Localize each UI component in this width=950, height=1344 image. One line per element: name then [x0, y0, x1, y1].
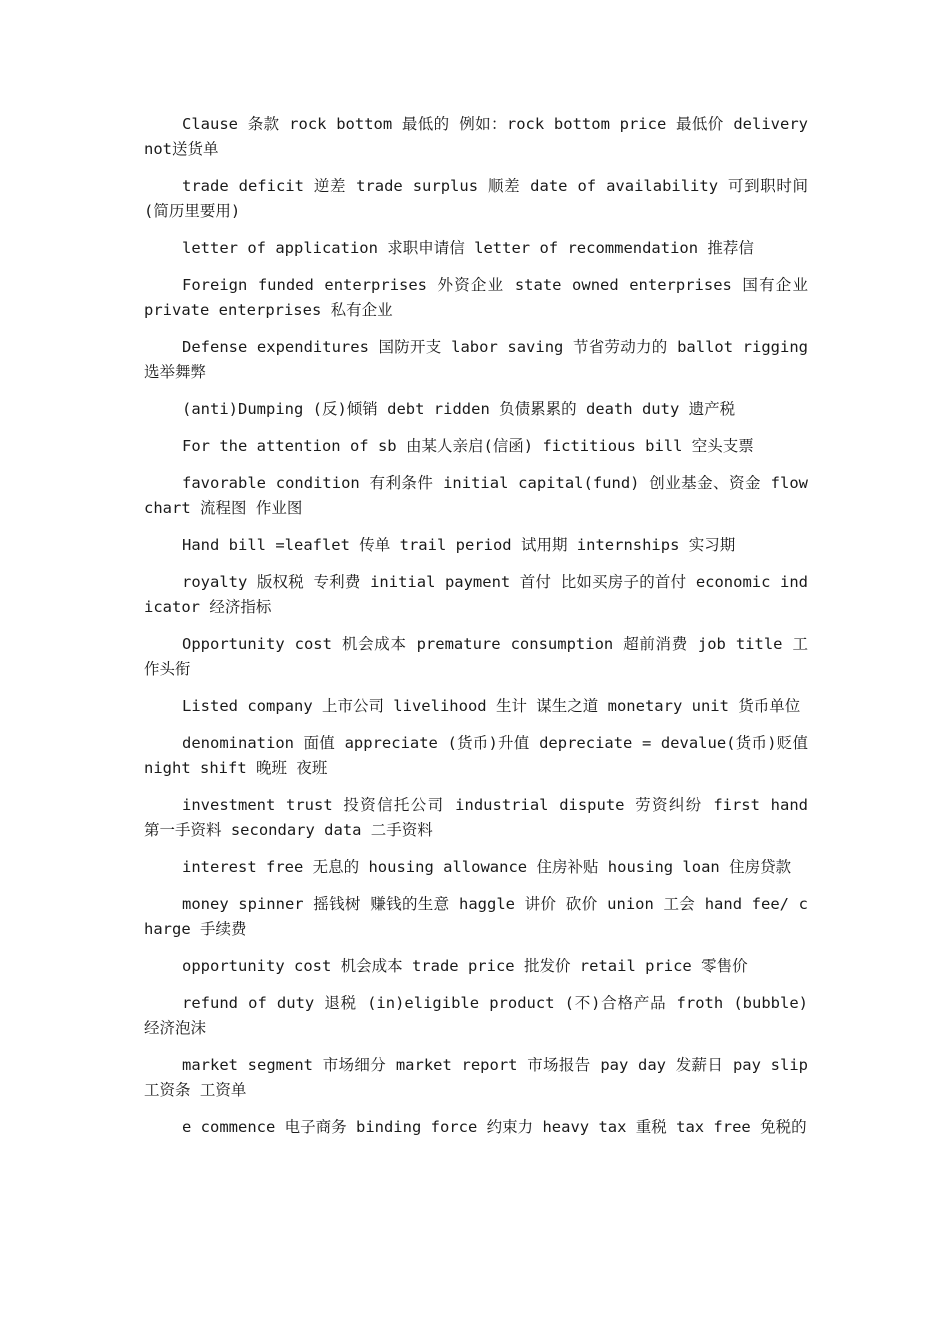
- vocab-paragraph-20: e commence 电子商务 binding force 约束力 heavy tax 重税 tax free 免税的: [182, 1118, 807, 1136]
- vocab-paragraph-4: Foreign funded enterprises 外资企业 state owned enterprises 国有企业 private enterprises 私有企业: [144, 276, 808, 319]
- vocab-paragraph-8: favorable condition 有利条件 initial capital(fund) 创业基金、资金 flow chart 流程图 作业图: [144, 474, 808, 517]
- vocab-paragraph-10: royalty 版权税 专利费 initial payment 首付 比如买房子的首付 economic indicator 经济指标: [144, 573, 808, 616]
- vocab-paragraph-7: For the attention of sb 由某人亲启(信函) fictitious bill 空头支票: [182, 437, 754, 455]
- vocab-paragraph-3: letter of application 求职申请信 letter of recommendation 推荐信: [182, 239, 754, 257]
- vocab-paragraph-14: investment trust 投资信托公司 industrial dispute 劳资纠纷 first hand 第一手资料 secondary data 二手资料: [144, 796, 808, 839]
- vocab-paragraph-11: Opportunity cost 机会成本 premature consumption 超前消费 job title 工作头衔: [144, 635, 808, 678]
- vocab-paragraph-16: money spinner 摇钱树 赚钱的生意 haggle 讲价 砍价 union 工会 hand fee/ charge 手续费: [144, 895, 808, 938]
- vocab-paragraph-18: refund of duty 退税 (in)eligible product (不)合格产品 froth (bubble) 经济泡沫: [144, 994, 808, 1037]
- vocab-paragraph-17: opportunity cost 机会成本 trade price 批发价 retail price 零售价: [182, 957, 748, 975]
- vocab-paragraph-9: Hand bill =leaflet 传单 trail period 试用期 internships 实习期: [182, 536, 736, 554]
- vocab-paragraph-13: denomination 面值 appreciate (货币)升值 depreciate = devalue(货币)贬值 night shift 晚班 夜班: [144, 734, 808, 777]
- vocab-paragraph-5: Defense expenditures 国防开支 labor saving 节省劳动力的 ballot rigging 选举舞弊: [144, 338, 808, 381]
- vocab-paragraph-12: Listed company 上市公司 livelihood 生计 谋生之道 monetary unit 货币单位: [182, 697, 801, 715]
- vocab-paragraph-6: (anti)Dumping (反)倾销 debt ridden 负债累累的 death duty 遗产税: [182, 400, 736, 418]
- vocab-paragraph-2: trade deficit 逆差 trade surplus 顺差 date of availability 可到职时间(简历里要用): [144, 177, 808, 220]
- document-page: [144, 112, 808, 1140]
- vocab-paragraph-15: interest free 无息的 housing allowance 住房补贴 housing loan 住房贷款: [182, 858, 792, 876]
- vocab-paragraph-19: market segment 市场细分 market report 市场报告 pay day 发薪日 pay slip 工资条 工资单: [144, 1056, 808, 1099]
- vocab-paragraph-1: Clause 条款 rock bottom 最低的 例如：rock bottom price 最低价 delivery not送货单: [144, 115, 808, 158]
